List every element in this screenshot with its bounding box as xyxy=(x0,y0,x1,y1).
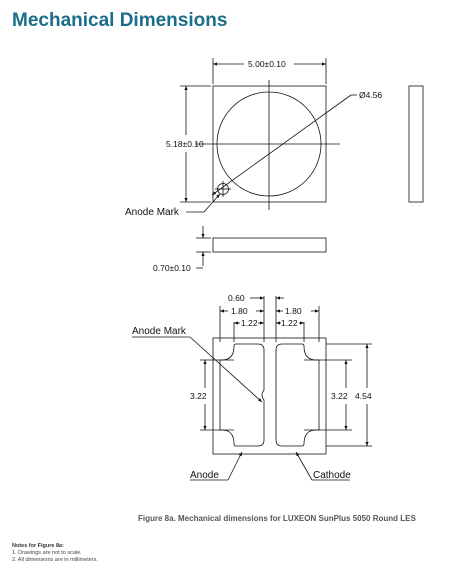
anode-mark-label-top: Anode Mark xyxy=(125,207,179,218)
note-item: 2. All dimensions are in millimeters. xyxy=(12,557,98,563)
thickness-dim-label: 0.70±0.10 xyxy=(153,263,191,273)
pad-height-left-label: 3.22 xyxy=(190,391,207,401)
height-dim-label: 5.18±0.10 xyxy=(166,139,204,149)
figure-notes xyxy=(12,543,98,564)
side-view-right xyxy=(409,86,423,202)
diameter-leader xyxy=(212,95,351,195)
top-view xyxy=(180,58,357,212)
cathode-pad xyxy=(276,344,319,446)
anode-mark-leader-top xyxy=(204,194,220,212)
side-view xyxy=(196,226,326,268)
cathode-leader xyxy=(296,452,312,480)
pad-width-left-label: 1.80 xyxy=(231,306,248,316)
side-view-body xyxy=(213,238,326,252)
bottom-package-outline xyxy=(213,338,326,454)
pad-height-right-label: 3.22 xyxy=(331,391,348,401)
anode-pad xyxy=(220,344,264,446)
pad-width-right-label: 1.80 xyxy=(285,306,302,316)
figure-caption: Figure 8a. Mechanical dimensions for LUXEON SunPlus 5050 Round LES xyxy=(138,514,416,523)
gap-dim-label: 0.60 xyxy=(228,293,245,303)
pad-total-height-label: 4.54 xyxy=(355,391,372,401)
width-dim-label: 5.00±0.10 xyxy=(248,59,286,69)
anode-leader xyxy=(228,452,242,480)
anode-mark-label-bottom: Anode Mark xyxy=(132,326,186,337)
note-item: 1. Drawings are not to scale. xyxy=(12,550,82,556)
page-title: Mechanical Dimensions xyxy=(12,10,228,31)
diameter-dim-label: Ø4.56 xyxy=(359,90,383,100)
cathode-label: Cathode xyxy=(313,470,351,481)
pad-inner-left-label: 1.22 xyxy=(241,318,258,328)
notes-title: Notes for Figure 8a: xyxy=(12,543,64,549)
pad-inner-right-label: 1.22 xyxy=(281,318,298,328)
anode-label: Anode xyxy=(190,470,219,481)
